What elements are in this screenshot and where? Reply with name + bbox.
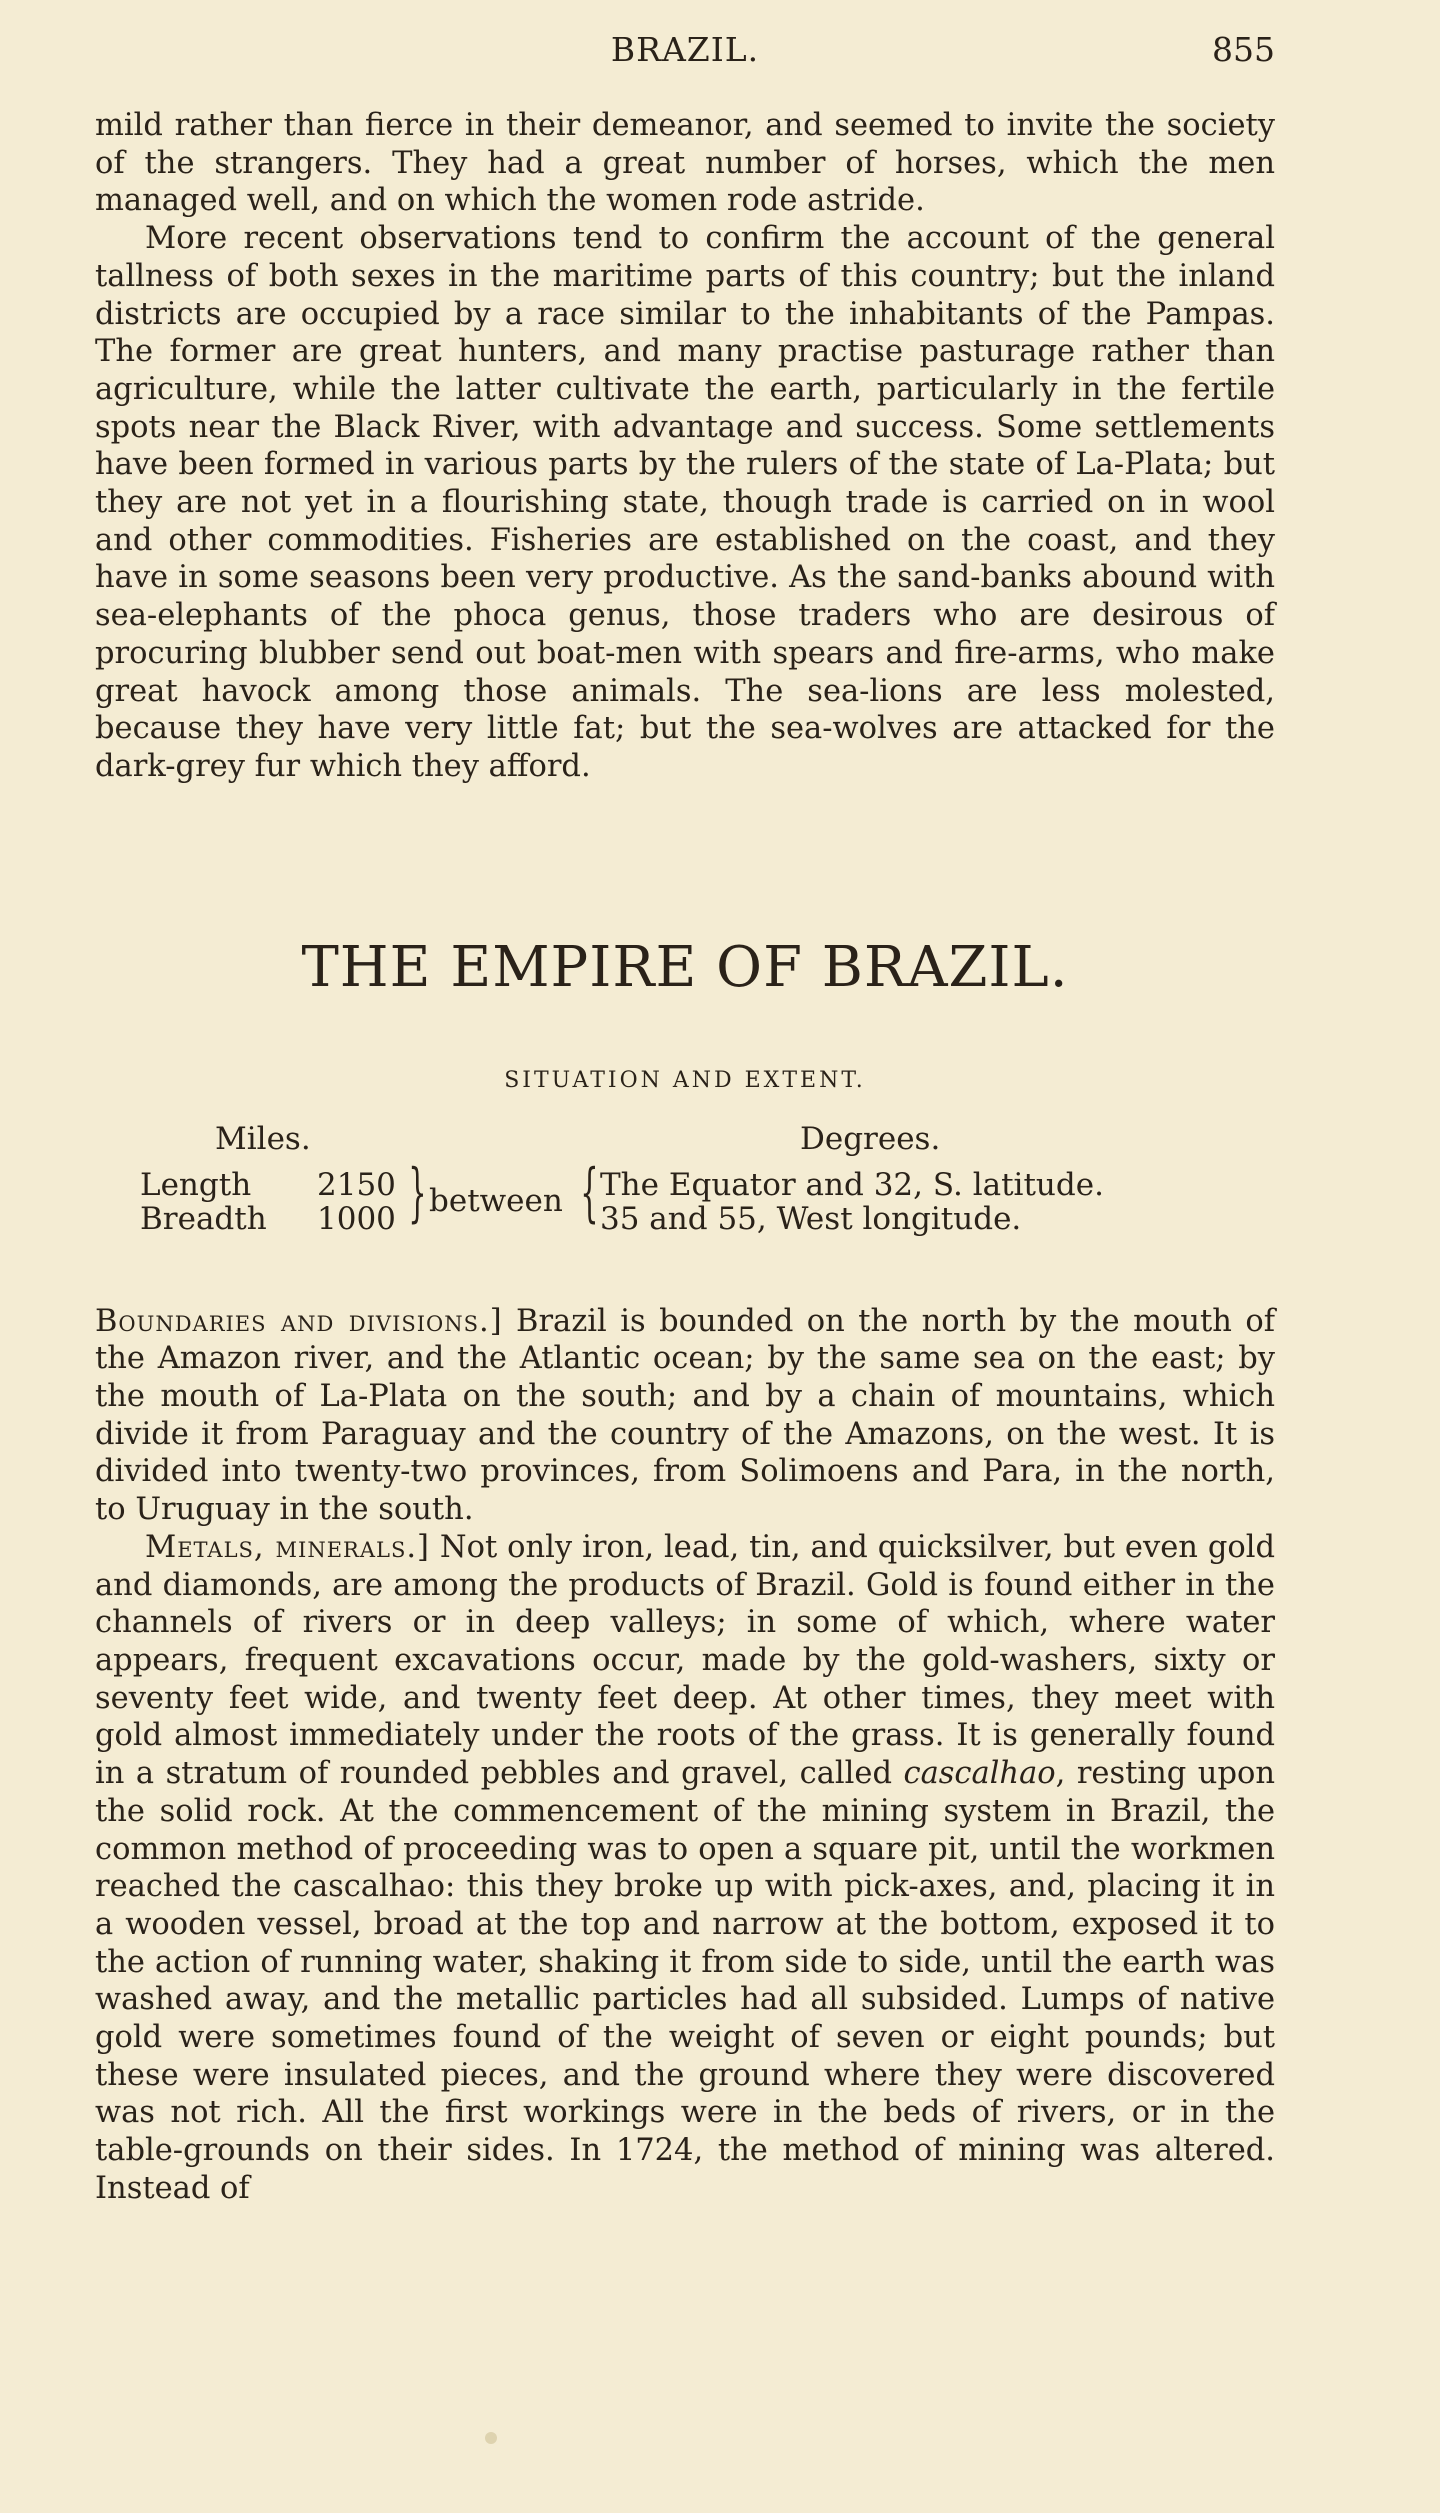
degrees-line-longitude: 35 and 55, West longitude. — [600, 1200, 1022, 1237]
miles-header: Miles. — [215, 1120, 311, 1157]
degrees-line-latitude: The Equator and 32, S. latitude. — [600, 1166, 1104, 1203]
paper-stain — [485, 2432, 497, 2444]
boundaries-heading: Boundaries and divisions.] — [95, 1303, 503, 1339]
breadth-value: 1000 — [317, 1200, 396, 1237]
length-label: Length — [140, 1166, 252, 1203]
paragraph-metals — [95, 1529, 1275, 2208]
metals-text-2: , resting upon the solid rock. At the commencement of the mining system in Brazil, the common method of proceeding was to open a square pit, until the workmen reached the cascalhao: this they broke up with pick-axes, and, placing it in a wooden vessel, broad at the top and narrow at the bottom, exposed it to the action of running water, shaking it from side to side, until the earth was washed away, and the metallic particles had all subsided. Lumps of native gold were sometimes found of the weight of seven or eight pounds; but these were insulated pieces, and the ground where they were discovered was not rich. All the first workings were in the beds of rivers, or in the table-grounds on their sides. In 1724, the method of mining was altered. Instead of — [95, 1756, 1275, 2206]
extent-table — [95, 1120, 1275, 1237]
running-title: BRAZIL. — [610, 30, 760, 69]
section-subtitle: SITUATION AND EXTENT. — [504, 1067, 866, 1093]
paragraph-demeanor: mild rather than fierce in their demeanor, and seemed to invite the society of the strangers. They had a great number of horses, which the men managed well, and on which the women rode astride. — [95, 108, 1275, 219]
degrees-header: Degrees. — [800, 1120, 941, 1157]
paragraph-boundaries — [95, 1303, 1275, 1529]
length-value: 2150 — [317, 1166, 396, 1203]
paragraph-observations: More recent observations tend to confirm the account of the general tallness of both sexes in the maritime parts of this country; but the inland districts are occupied by a race similar to the inhabitants of the Pampas. The former are great hunters, and many practise pasturage rather than agriculture, while the latter cultivate the earth, particularly in the fertile spots near the Black River, with advantage and success. Some settlements have been formed in various parts by the rulers of the state of La-Plata; but they are not yet in a flourishing state, though trade is carried on in wool and other commodities. Fisheries are established on the coast, and they have in some seasons been very productive. As the sand-banks abound with sea-elephants of the phoca genus, those traders who are desirous of procuring blubber send out boat-men with spears and fire-arms, who make great havock among those animals. The sea-lions are less molested, because they have very little fat; but the sea-wolves are attacked for the dark-grey fur which they afford. — [95, 221, 1275, 784]
breadth-label: Breadth — [140, 1200, 267, 1237]
running-head — [95, 30, 1275, 74]
term-cascalhao: cascalhao — [903, 1756, 1056, 1792]
right-brace-icon: { — [580, 1155, 599, 1230]
metals-text-1: Not only iron, lead, tin, and quicksilver, but even gold and diamonds, are among the products of Brazil. Gold is found either in the channels of rivers or in deep valleys; in some of which, where water appears, frequent excavations occur, made by the gold-washers, sixty or seventy feet wide, and twenty feet deep. At other times, they meet with gold almost immediately under the roots of the grass. It is generally found in a stratum of rounded pebbles and gravel, called — [95, 1529, 1275, 1792]
metals-heading: Metals, minerals.] — [145, 1529, 430, 1565]
boundaries-text: Brazil is bounded on the north by the mouth of the Amazon river, and the Atlantic ocean; by the same sea on the east; by the mouth of La-Plata on the south; and by a chain of mountains, which divide it from Paraguay and the country of the Amazons, on the west. It is divided into twenty-two provinces, from Solimoens and Para, in the north, to Uruguay in the south. — [95, 1303, 1275, 1528]
section-title: THE EMPIRE OF BRAZIL. — [301, 934, 1069, 1000]
page-number: 855 — [1212, 30, 1275, 69]
between-word: between — [429, 1182, 563, 1219]
book-page — [95, 30, 1275, 2208]
left-brace-icon: } — [408, 1155, 427, 1230]
